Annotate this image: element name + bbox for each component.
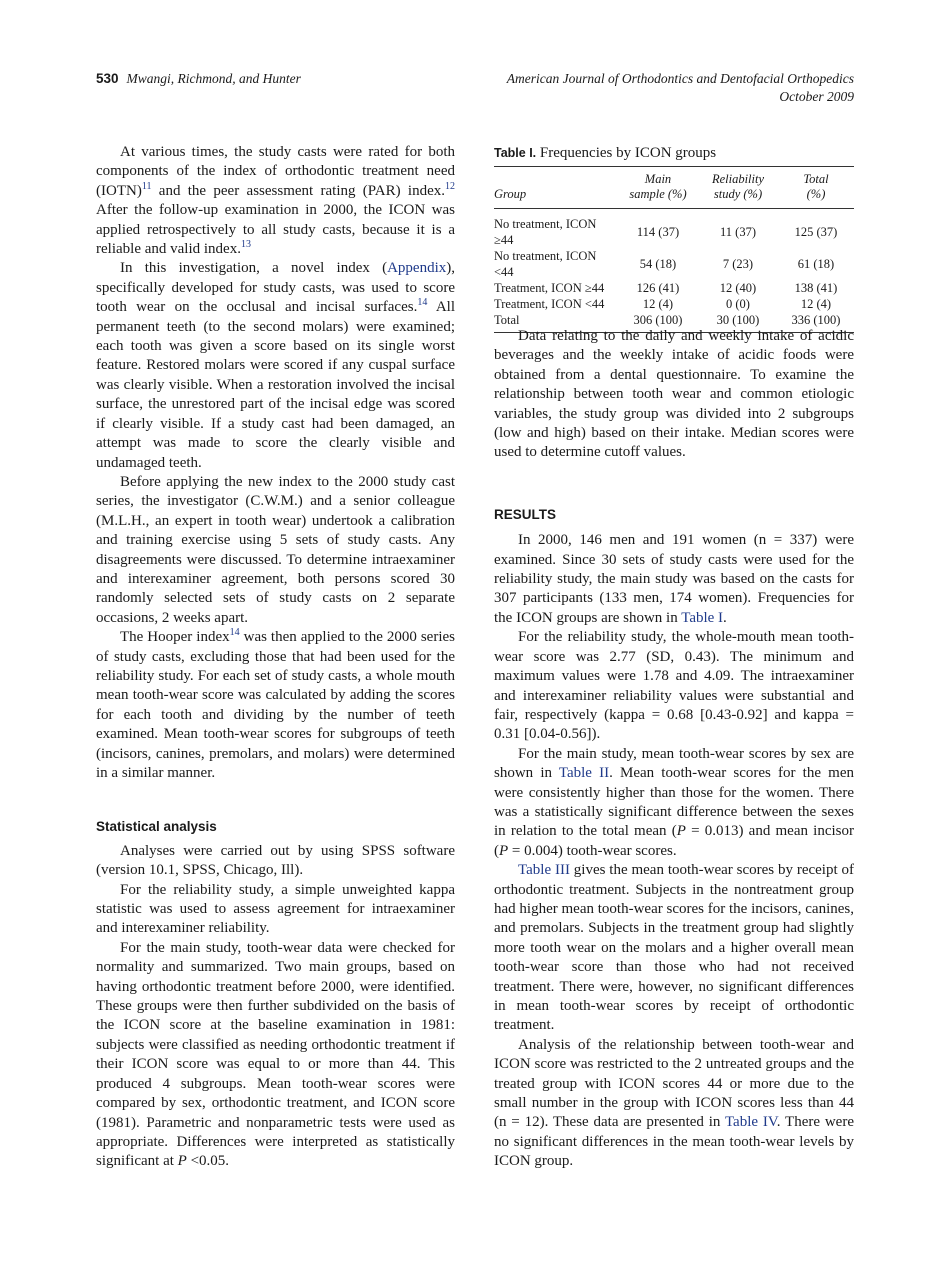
column-header-main-sample: Main sample (%) [629, 172, 687, 201]
paragraph-ratings: At various times, the study casts were rated for both components of the index of orthodontic treatment need (IOTN)$^{11}$ and the peer assessment rating (PAR) index.$^{12}$ After the follow-up examination in 2000, the ICON was applied retrospectively to all study casts, because it is a reliable and valid index.$^{13}$ [96, 144, 455, 258]
paragraph-participants: In 2000, 146 men and 191 women (n = 337) were examined. Since 30 sets of study casts were used for the reliability study, the main study was based on the casts for 307 participants (133 men, 174 women). Frequencies for the ICON groups are shown in Table I. [494, 532, 854, 626]
page-number: 530 [96, 71, 119, 86]
table-row: No treatment, ICON <44 54 (18) 7 (23) 61 (18) [494, 249, 835, 279]
table-2-link[interactable]: Table II [558, 765, 610, 782]
right-column [494, 327, 854, 1172]
paragraph-icon-analysis: Analysis of the relationship between tooth-wear and ICON score was restricted to the 2 untreated groups and the treated group with ICON scores 44 or more due to the small number in the group with ICON scores less than 44 (n = 12). These data are presented in Table IV. There were no significant differences in the mean tooth-wear levels by ICON group. [494, 1036, 854, 1170]
paragraph-sex-differences: For the main study, mean tooth-wear scores by sex are shown in Table II. Mean tooth-wear scores for the men were consistently higher than those for the women. There was a statistically significant difference between the sexes in relation to the total mean (P = 0.013) and mean incisor (P = 0.004) tooth-wear scores. [494, 745, 855, 859]
left-column [96, 143, 455, 1172]
paragraph-spss: Analyses were carried out by using SPSS software (version 10.1, SPSS, Chicago, Ill). [96, 842, 455, 879]
reference-link[interactable]: 12 [445, 180, 455, 192]
column-header-total: Total (%) [803, 172, 829, 201]
section-heading-results: RESULTS [494, 506, 557, 522]
table-caption [494, 143, 854, 163]
journal-name: American Journal of Orthodontics and Dentofacial Orthopedics [506, 71, 854, 86]
running-authors: Mwangi, Richmond, and Hunter [126, 71, 301, 86]
paragraph-questionnaire: Data relating to the daily and weekly intake of acidic beverages and the weekly intake of acidic foods were obtained from a dental questionnaire. To examine the relationship between tooth wear and common etiologic variables, the study group was divided into 2 subgroups (low and high) based on their intake. Median scores were used to determine cutoff values. [494, 328, 854, 461]
reference-link[interactable]: 11 [141, 180, 152, 192]
paragraph-reliability: For the reliability study, the whole-mouth mean tooth-wear score was 2.77 (SD, 0.43). The minimum and maximum values were 1.78 and 4.09. The intraexaminer and interexaminer reliability values were substantial and fair, respectively (kappa = 0.68 [0.43-0.92] and kappa = 0.31 [0.04-0.56]). [494, 629, 854, 743]
paragraph-treatment: Table III gives the mean tooth-wear scores by receipt of orthodontic treatment. Subjects in the nontreatment group had higher mean tooth-wear scores for the incisors, canines, and premolars. Subjects in the treatment group had slightly more tooth wear on the molars and a higher overall mean tooth-wear score than those who had not received treatment. There were, however, no significant differences in mean tooth-wear scores by receipt of orthodontic treatment. [494, 862, 854, 1034]
table-row: Treatment, ICON ≥44 126 (41) 12 (40) 138 (41) [494, 281, 838, 295]
paragraph-novel-index: In this investigation, a novel index (Appendix), specifically developed for study casts, was used to score tooth wear on the occlusal and incisal surfaces.$^{14}$ All permanent teeth (to the second molars) were examined; each tooth was given a score based on its single worst feature. Restored molars were scored if any cuspal surface was clearly visible. When a restoration involved the incisal surface, the unrestored part of the incisal edge was scored if clearly visible. If a study cast had been damaged, an attempt was made to score the clearly visible and undamaged teeth. [96, 260, 455, 471]
column-header-group: Group [494, 187, 527, 201]
table-1-link[interactable]: Table I [681, 609, 724, 626]
paragraph-main-study-methods: For the main study, tooth-wear data were checked for normality and summarized. Two main groups, based on having orthodontic treatment before 2000, were identified. These groups were then further subdivided on the basis of the ICON score at the baseline examination in 1981: subjects were classified as needing orthodontic treatment if their ICON score was equal to or more than 44. This produced 4 subgroups. Mean tooth-wear scores were compared by sex, orthodontic treatment, and ICON score (1981). Parametric and nonparametric tests were used as appropriate. Differences were interpreted as statistically significant at P <0.05. [96, 939, 455, 1170]
paragraph-hooper-index: The Hooper index$^{14}$ was then applied to the 2000 series of study casts, excluding those that had been used for the reliability study. For each set of study casts, a whole mouth mean tooth-wear score was calculated by adding the scores for each tooth and dividing by the number of teeth examined. Mean tooth-wear scores for subgroups of teeth (incisors, canines, premolars, and molars) were determined in a similar manner. [96, 627, 456, 781]
reference-link[interactable]: 14 [417, 297, 428, 309]
table-1 [494, 143, 854, 333]
table-label: Table I. [494, 146, 537, 160]
paragraph-kappa: For the reliability study, a simple unweighted kappa statistic was used to assess agreement for intraexaminer and interexaminer reliability. [96, 881, 455, 937]
table-row-total: Total 306 (100) 30 (100) 336 (100) [494, 313, 841, 327]
reference-link[interactable]: 14 [229, 627, 240, 639]
running-header-left [96, 70, 301, 88]
frequency-table [494, 166, 854, 333]
section-heading-statistical-analysis: Statistical analysis [96, 819, 217, 835]
running-header-right [507, 70, 854, 106]
table-row: Treatment, ICON <44 12 (4) 0 (0) 12 (4) [494, 297, 832, 311]
column-header-reliability-study: Reliability study (%) [711, 172, 765, 201]
appendix-link[interactable]: Appendix [387, 260, 447, 277]
issue-date: October 2009 [779, 89, 854, 104]
reference-link[interactable]: 13 [240, 239, 251, 251]
table-3-link[interactable]: Table III [518, 862, 570, 879]
table-4-link[interactable]: Table IV [724, 1114, 777, 1131]
paragraph-calibration: Before applying the new index to the 2000 study cast series, the investigator (C.W.M.) and a senior colleague (M.L.H., an expert in tooth wear) undertook a calibration and training exercise using 5 sets of study casts. Any disagreements were discussed. To determine intraexaminer and interexaminer agreement, both persons scored 30 randomly selected sets of study casts on 2 separate occasions, 2 weeks apart. [96, 473, 455, 626]
table-title: Frequencies by ICON groups [539, 145, 717, 161]
table-row: No treatment, ICON ≥44 114 (37) 11 (37) 125 (37) [494, 217, 838, 247]
